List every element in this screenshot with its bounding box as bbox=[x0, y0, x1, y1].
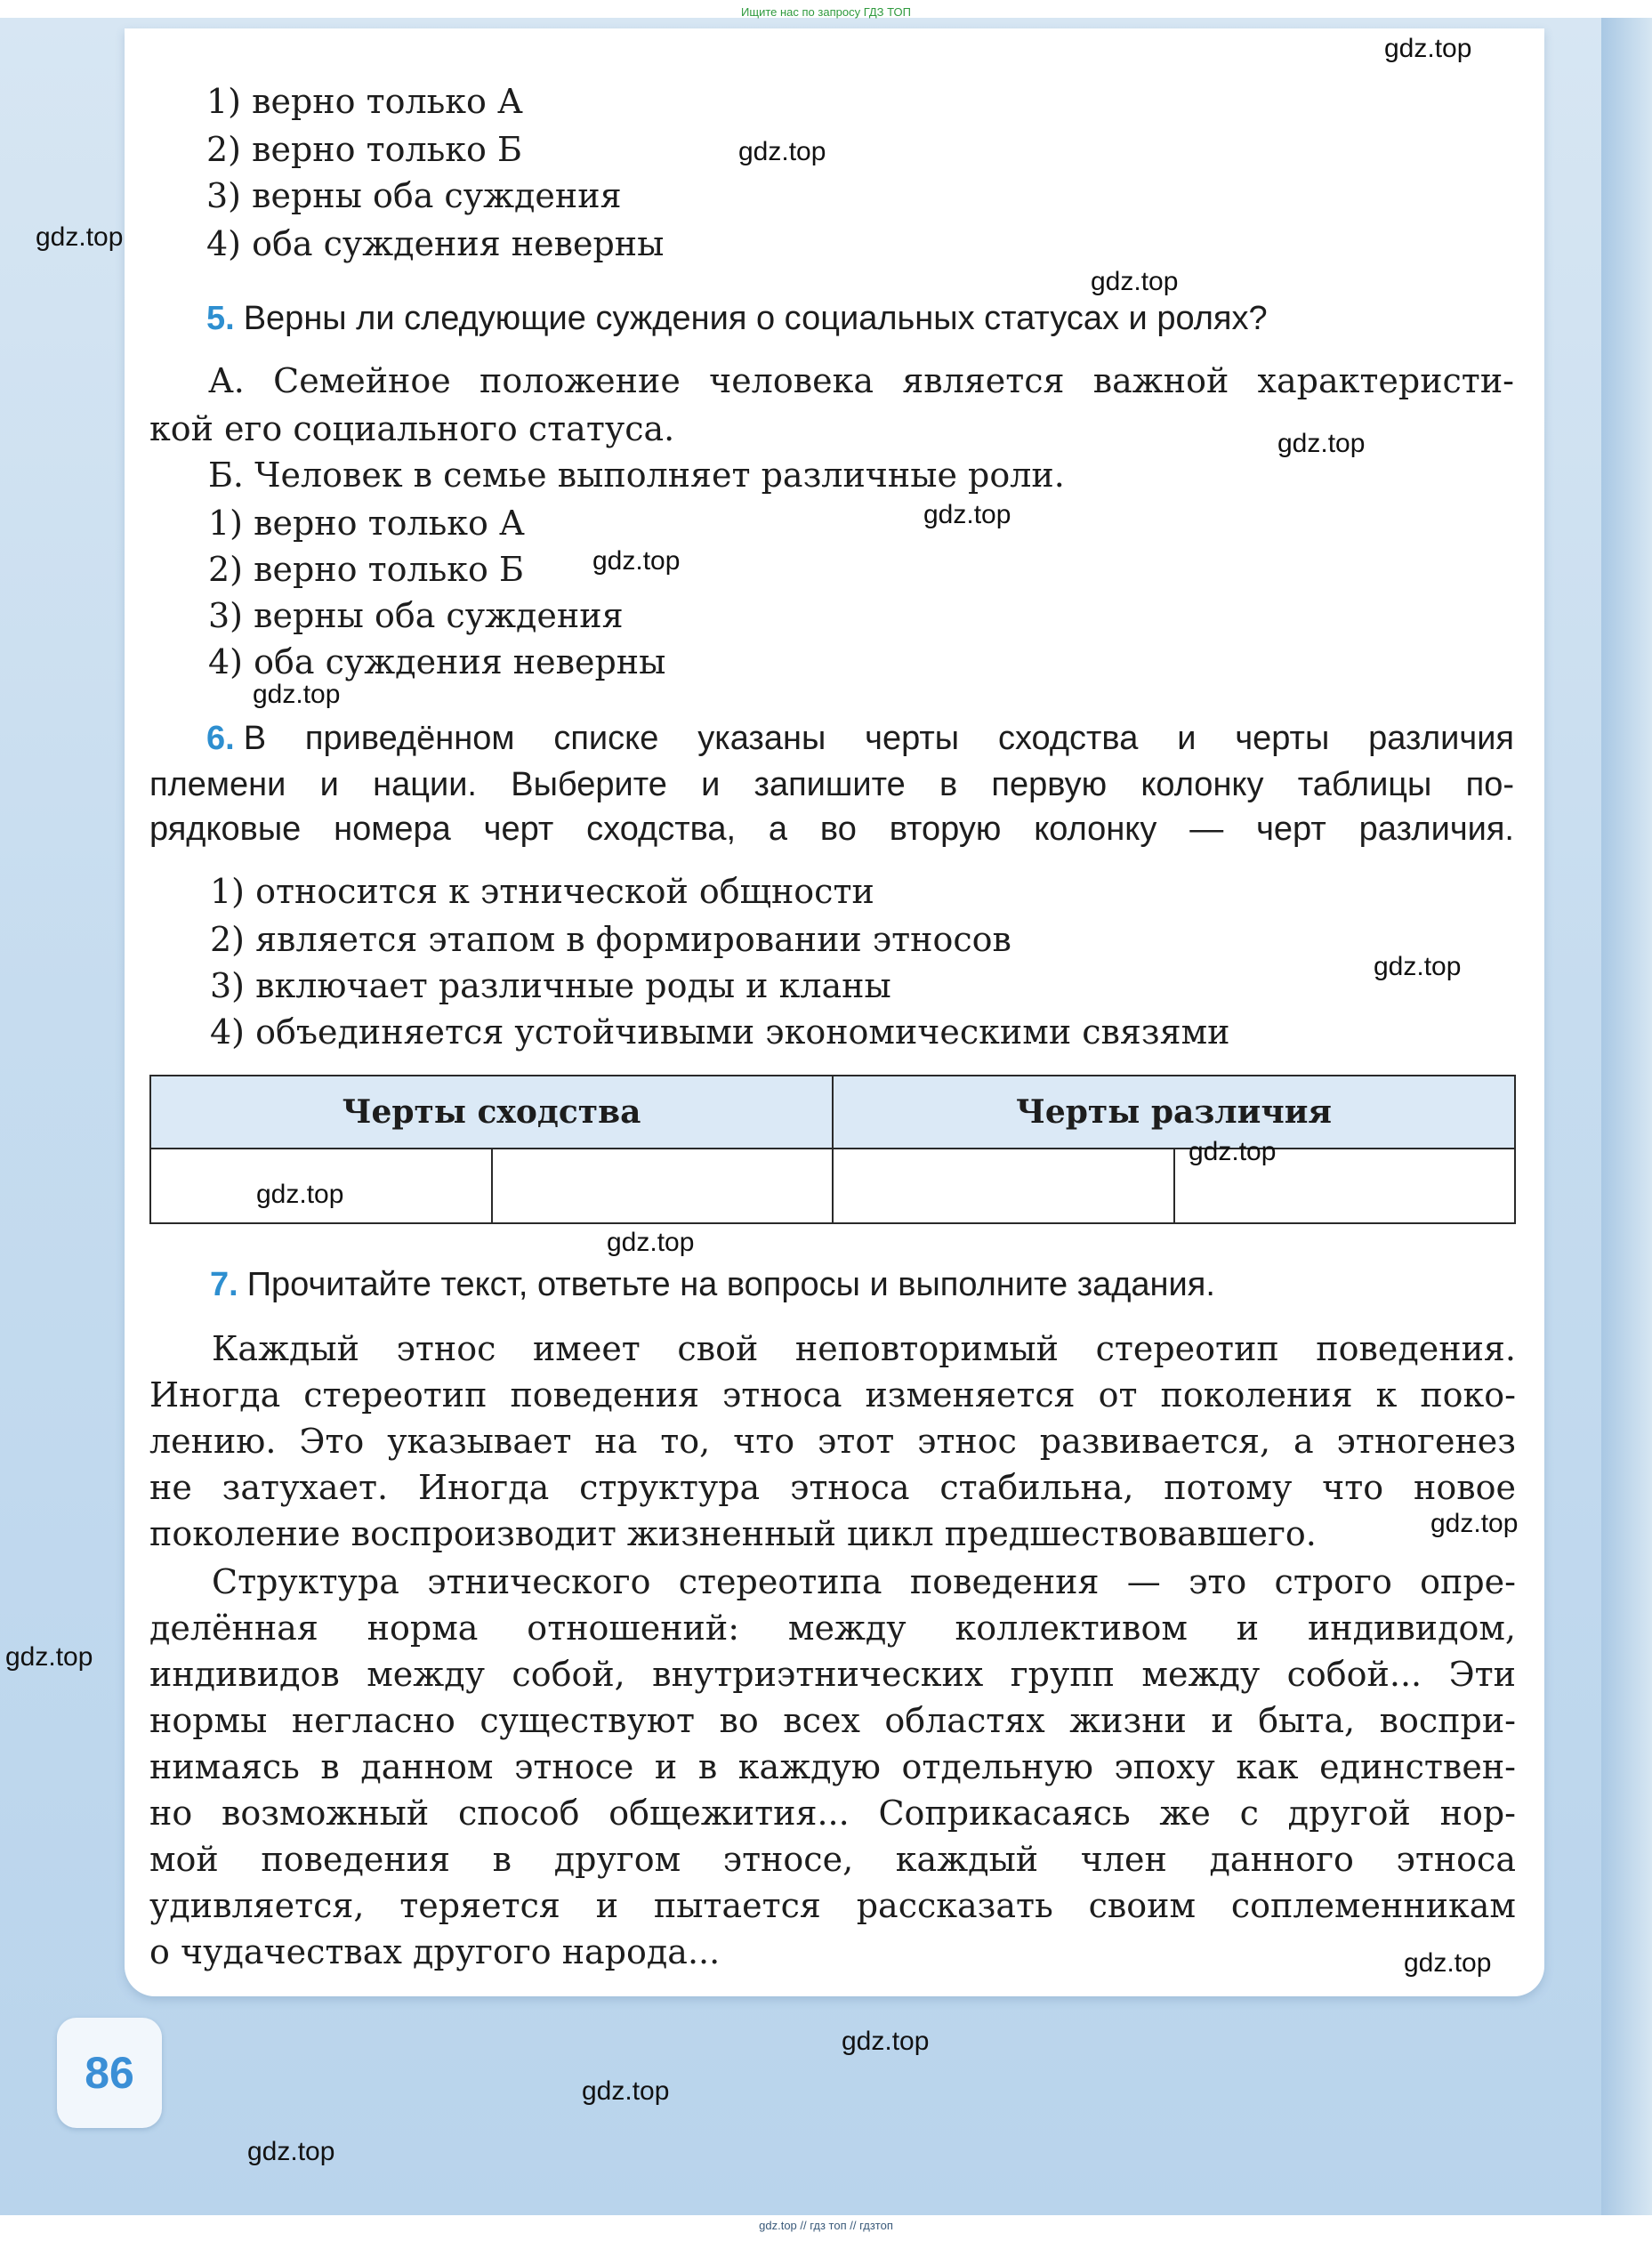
watermark: gdz.top bbox=[842, 2027, 930, 2056]
answer-table bbox=[149, 1075, 1516, 1224]
task5-option-1: 1) верно только А bbox=[208, 504, 525, 543]
task7-p2-line5: нимаясь в данном этносе и в каждую отдельную эпоху как единствен- bbox=[149, 1747, 1516, 1786]
task7-p1-line4: не затухает. Иногда структура этноса стабильна, потому что новое bbox=[149, 1468, 1516, 1507]
watermark: gdz.top bbox=[582, 2076, 670, 2106]
watermark: gdz.top bbox=[256, 1180, 344, 1209]
task6-text-line3: рядковые номера черт сходства, а во вторую колонку — черт различия. bbox=[149, 810, 1514, 848]
task7-p2-line9: о чудачествах другого народа... bbox=[149, 1932, 721, 1971]
watermark: gdz.top bbox=[607, 1228, 695, 1257]
page-edge bbox=[1601, 18, 1652, 2215]
prev-option-3: 3) верны оба суждения bbox=[206, 176, 622, 215]
task6-item-3: 3) включает различные роды и кланы bbox=[210, 966, 891, 1005]
task5-option-2: 2) верно только Б bbox=[208, 550, 524, 589]
header-similarity: Черты сходства bbox=[150, 1076, 833, 1149]
prev-option-1: 1) верно только А bbox=[206, 82, 523, 121]
answer-cell-3[interactable] bbox=[833, 1149, 1174, 1223]
task7-instruction: Прочитайте текст, ответьте на вопросы и выполните задания. bbox=[246, 1266, 1215, 1303]
watermark: gdz.top bbox=[1189, 1137, 1277, 1166]
task6-number: 6. bbox=[206, 720, 235, 757]
watermark: gdz.top bbox=[592, 546, 681, 576]
task5-question: Верны ли следующие суждения о социальных статусах и ролях? bbox=[243, 300, 1268, 337]
answer-cell-2[interactable] bbox=[492, 1149, 834, 1223]
table-header-row bbox=[150, 1076, 1515, 1149]
page-number: 86 bbox=[57, 2018, 162, 2128]
watermark: gdz.top bbox=[5, 1642, 93, 1672]
footer-note: gdz.top // гдз топ // гдзтоп bbox=[759, 2219, 893, 2232]
task7-p2-line6: но возможный способ общежития... Соприкасаясь же с другой нор- bbox=[149, 1794, 1516, 1833]
task6-text-line2: племени и нации. Выберите и запишите в первую колонку таблицы по- bbox=[149, 766, 1514, 803]
task7-number: 7. bbox=[210, 1266, 238, 1303]
watermark: gdz.top bbox=[253, 680, 341, 709]
task7-p2-line2: делённая норма отношений: между коллективом и индивидом, bbox=[149, 1608, 1516, 1648]
task6-item-4: 4) объединяется устойчивыми экономическими связями bbox=[210, 1012, 1230, 1052]
task5-heading bbox=[206, 295, 1268, 342]
task6-item-2: 2) является этапом в формировании этносов bbox=[210, 920, 1011, 959]
task6-item-1: 1) относится к этнической общности bbox=[210, 872, 874, 911]
task5-option-4: 4) оба суждения неверны bbox=[208, 642, 666, 681]
task7-heading bbox=[210, 1262, 1215, 1308]
header-note: Ищите нас по запросу ГДЗ ТОП bbox=[741, 5, 911, 19]
watermark: gdz.top bbox=[1430, 1509, 1519, 1538]
task7-p2-line7: мой поведения в другом этносе, каждый член данного этноса bbox=[149, 1840, 1516, 1879]
task5-statement-b: Б. Человек в семье выполняет различные роли. bbox=[208, 455, 1065, 495]
task7-p2-line1: Структура этнического стереотипа поведения — это строго опре- bbox=[212, 1562, 1516, 1601]
task5-statement-a-line1: А. Семейное положение человека является важной характеристи- bbox=[208, 361, 1514, 400]
prev-option-4: 4) оба суждения неверны bbox=[206, 224, 665, 263]
task7-p2-line3: индивидов между собой, внутриэтнических групп между собой... Эти bbox=[149, 1655, 1516, 1694]
watermark: gdz.top bbox=[923, 500, 1011, 529]
watermark: gdz.top bbox=[1091, 267, 1179, 296]
watermark: gdz.top bbox=[247, 2137, 335, 2166]
task7-p1-line1: Каждый этнос имеет свой неповторимый стереотип поведения. bbox=[212, 1329, 1516, 1368]
task5-statement-a-line2: кой его социального статуса. bbox=[149, 409, 675, 448]
task7-p1-line5: поколение воспроизводит жизненный цикл предшествовавшего. bbox=[149, 1514, 1317, 1553]
watermark: gdz.top bbox=[738, 137, 826, 166]
watermark: gdz.top bbox=[1277, 429, 1366, 458]
task6-text-line1: В приведённом списке указаны черты сходства и черты различия bbox=[243, 720, 1514, 757]
watermark: gdz.top bbox=[1404, 1948, 1492, 1978]
task7-p2-line8: удивляется, теряется и пытается рассказать своим соплеменникам bbox=[149, 1886, 1516, 1925]
watermark: gdz.top bbox=[1384, 34, 1472, 63]
header-difference: Черты различия bbox=[833, 1076, 1515, 1149]
task7-p2-line4: нормы негласно существуют во всех областях жизни и быта, воспри- bbox=[149, 1701, 1516, 1740]
prev-option-2: 2) верно только Б bbox=[206, 130, 522, 169]
watermark: gdz.top bbox=[1374, 952, 1462, 981]
task5-number: 5. bbox=[206, 300, 235, 337]
task5-option-3: 3) верны оба суждения bbox=[208, 596, 624, 635]
task7-p1-line3: лению. Это указывает на то, что этот этнос развивается, а этногенез bbox=[149, 1422, 1516, 1461]
table-answer-row bbox=[150, 1149, 1515, 1223]
watermark: gdz.top bbox=[36, 222, 124, 252]
task6-heading bbox=[206, 715, 1514, 762]
task7-p1-line2: Иногда стереотип поведения этноса изменяется от поколения к поко- bbox=[149, 1375, 1516, 1415]
